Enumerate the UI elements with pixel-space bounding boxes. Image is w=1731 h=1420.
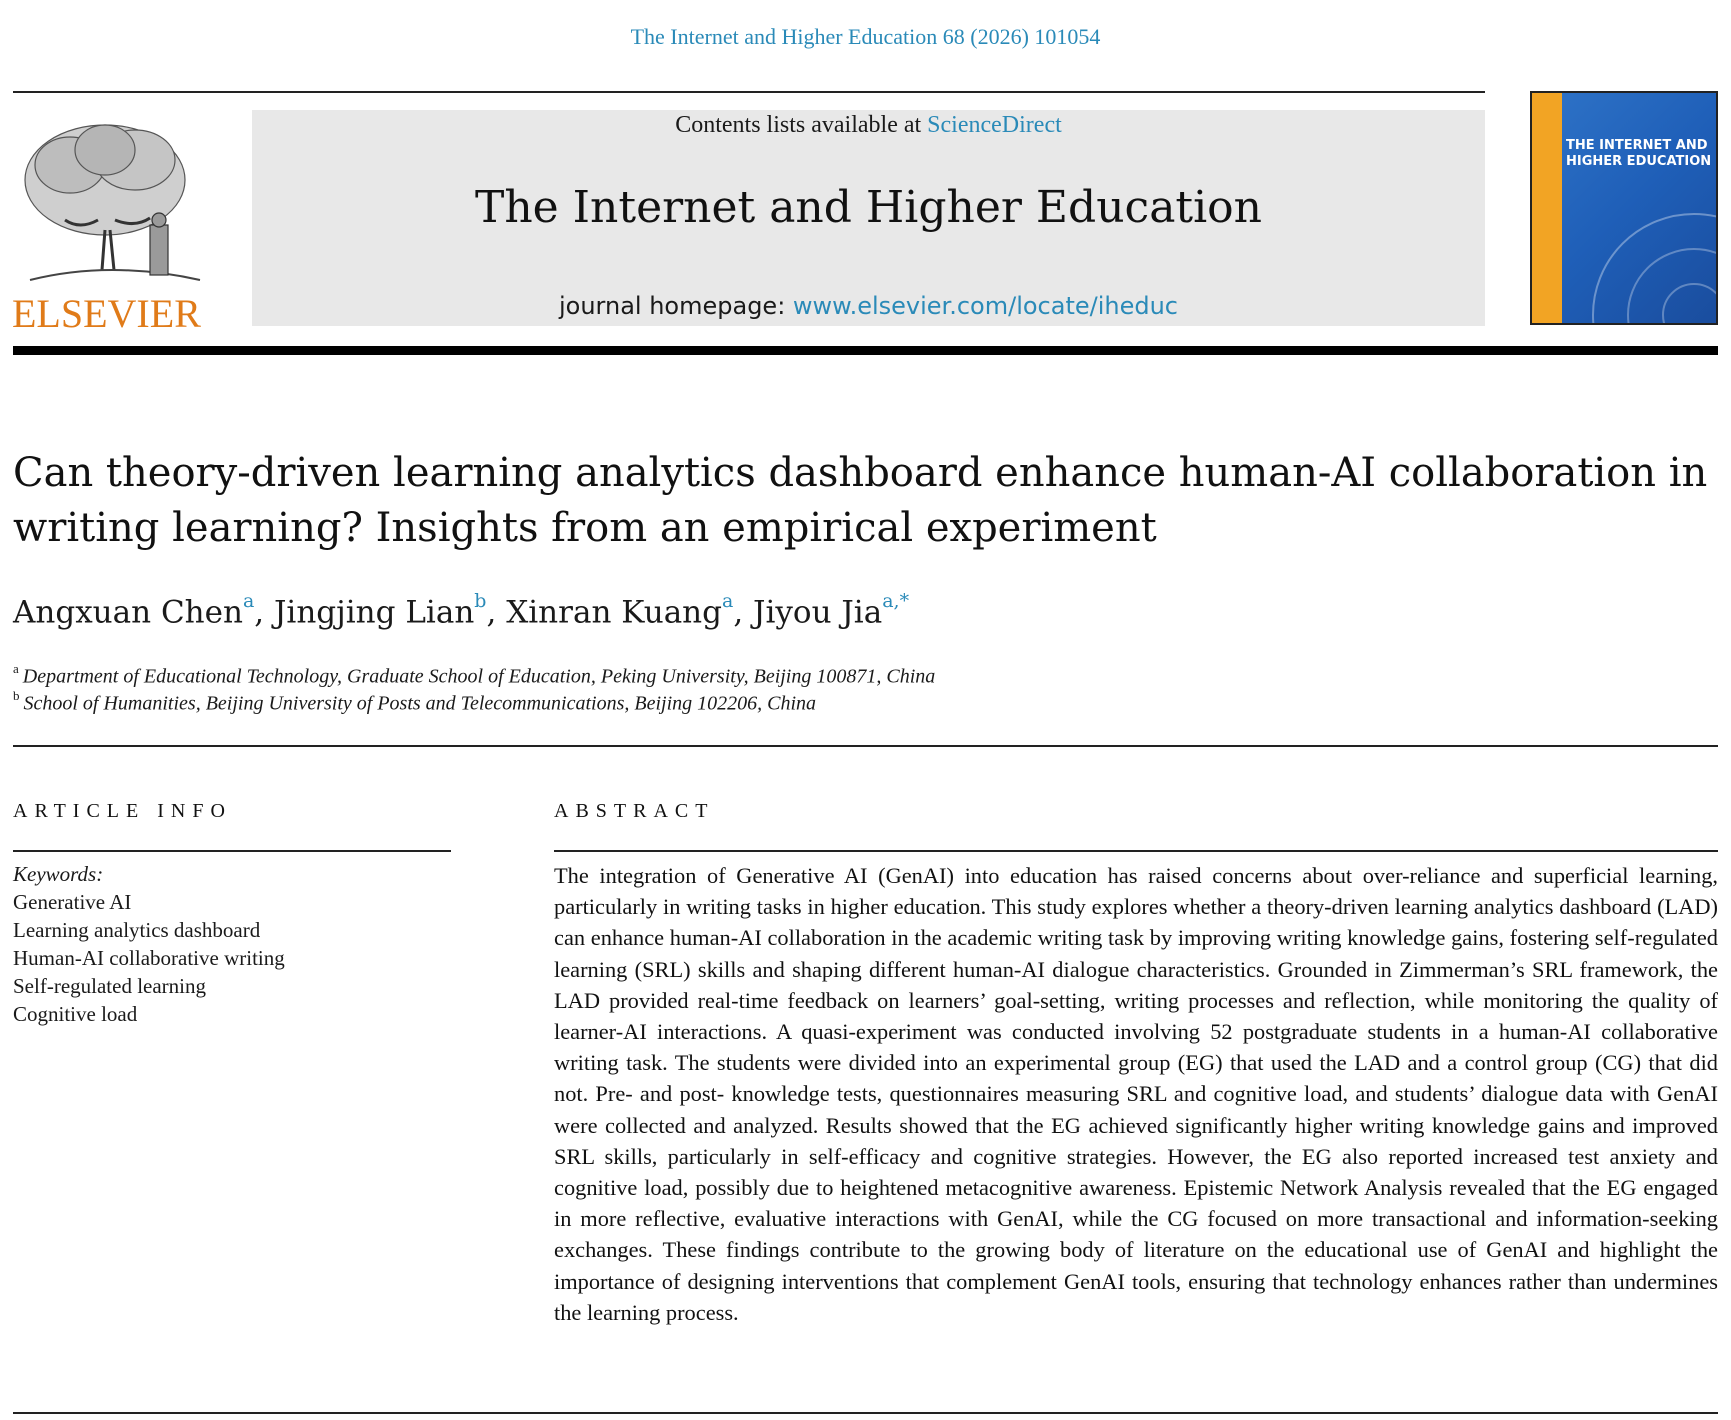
article-title: Can theory-driven learning analytics dashboard enhance human-AI collaboration in writing learning? Insights from an empirical experiment: [13, 450, 1708, 551]
keyword-item[interactable]: Learning analytics dashboard: [13, 918, 261, 942]
author-name[interactable]: Jiyou Jia: [753, 594, 883, 631]
article-info-rule: [13, 850, 451, 852]
author-affiliation-mark[interactable]: b: [474, 590, 487, 612]
journal-reference-link[interactable]: The Internet and Higher Education 68 (2026) 101054: [630, 24, 1101, 49]
journal-homepage-line: [252, 292, 1485, 320]
author-affiliation-mark[interactable]: a: [242, 590, 255, 612]
homepage-prefix: journal homepage:: [558, 292, 793, 320]
contents-prefix: Contents lists available at: [675, 112, 928, 138]
abstract-rule: [554, 850, 1718, 852]
affiliation-mark: a: [13, 661, 19, 676]
journal-title: The Internet and Higher Education: [474, 182, 1263, 233]
contents-availability-line: [252, 112, 1485, 139]
journal-masthead: [252, 110, 1485, 326]
author-name[interactable]: Xinran Kuang: [506, 594, 722, 631]
keyword-item[interactable]: Generative AI: [13, 890, 132, 914]
keyword-item[interactable]: Self-regulated learning: [13, 974, 206, 998]
affiliation: [13, 663, 935, 689]
header-top-rule: [13, 91, 1485, 93]
abstract-bottom-rule: [13, 1412, 1718, 1414]
author-affiliation-mark[interactable]: a: [722, 590, 734, 612]
author-list: Angxuan Chen$^a$, Jingjing Lian$^b$, Xinran Kuang$^a$, Jiyou Jia$^{a,*}$: [13, 590, 910, 631]
cover-stripe: [1532, 93, 1562, 323]
keywords-label: Keywords:: [13, 862, 104, 886]
abstract-heading: ABSTRACT: [554, 800, 715, 822]
author-affiliation-mark[interactable]: a,*: [882, 590, 910, 612]
keyword-item[interactable]: Cognitive load: [13, 1002, 138, 1026]
abstract-body: The integration of Generative AI (GenAI) into education has raised concerns about over-reliance and superficial learning, particularly in writing tasks in higher education. This study explores whether a theory-driven learning analytics dashboard (LAD) can enhance human-AI collaboration in the academic writing task by improving writing knowledge gains, fostering self-regulated learning (SRL) skills and shaping different human-AI dialogue characteristics. Grounded in Zimmerman’s SRL framework, the LAD provided real-time feedback on learners’ goal-setting, writing processes and reflection, while monitoring the quality of learner-AI interactions. A quasi-experiment was conducted involving 52 postgraduate students in a human-AI collaborative writing task. The students were divided into an experimental group (EG) that used the LAD and a control group (CG) that did not. Pre- and post- knowledge tests, questionnaires measuring SRL and cognitive load, and students’ dialogue data with GenAI were collected and analyzed. Results showed that the EG achieved significantly higher writing knowledge gains and improved SRL skills, particularly in self-efficacy and cognitive strategies. However, the EG also reported increased test anxiety and cognitive load, possibly due to heightened metacognitive awareness. Epistemic Network Analysis revealed that the EG engaged in more reflective, evaluative interactions with GenAI, while the CG focused on more transactional and information-seeking exchanges. These findings contribute to the growing body of literature on the educational use of GenAI and highlight the importance of designing interventions that complement GenAI tools, ensuring that technology enhances rather than undermines the learning process.: [554, 863, 1718, 1325]
keyword-item[interactable]: Human-AI collaborative writing: [13, 946, 285, 970]
header-bottom-rule: [13, 346, 1718, 355]
publisher-wordmark[interactable]: ELSEVIER: [12, 291, 201, 336]
affiliation-text: School of Humanities, Beijing University of Posts and Telecommunications, Beijing 102206, China: [23, 692, 817, 715]
section-divider: [13, 745, 1718, 747]
cover-title: THE INTERNET AND HIGHER EDUCATION: [1566, 138, 1712, 169]
author-name[interactable]: Jingjing Lian: [274, 594, 475, 631]
keywords-block: [13, 860, 285, 1028]
journal-cover-thumbnail[interactable]: [1530, 91, 1718, 325]
affiliation: [13, 690, 816, 716]
journal-homepage-link[interactable]: www.elsevier.com/locate/iheduc: [792, 292, 1178, 320]
article-info-heading: ARTICLE INFO: [13, 800, 232, 822]
affiliation-mark: b: [13, 688, 20, 703]
sciencedirect-link[interactable]: ScienceDirect: [927, 112, 1062, 138]
affiliation-text: Department of Educational Technology, Graduate School of Education, Peking University, Beijing 100871, China: [22, 665, 936, 688]
author-name[interactable]: Angxuan Chen: [13, 594, 243, 631]
